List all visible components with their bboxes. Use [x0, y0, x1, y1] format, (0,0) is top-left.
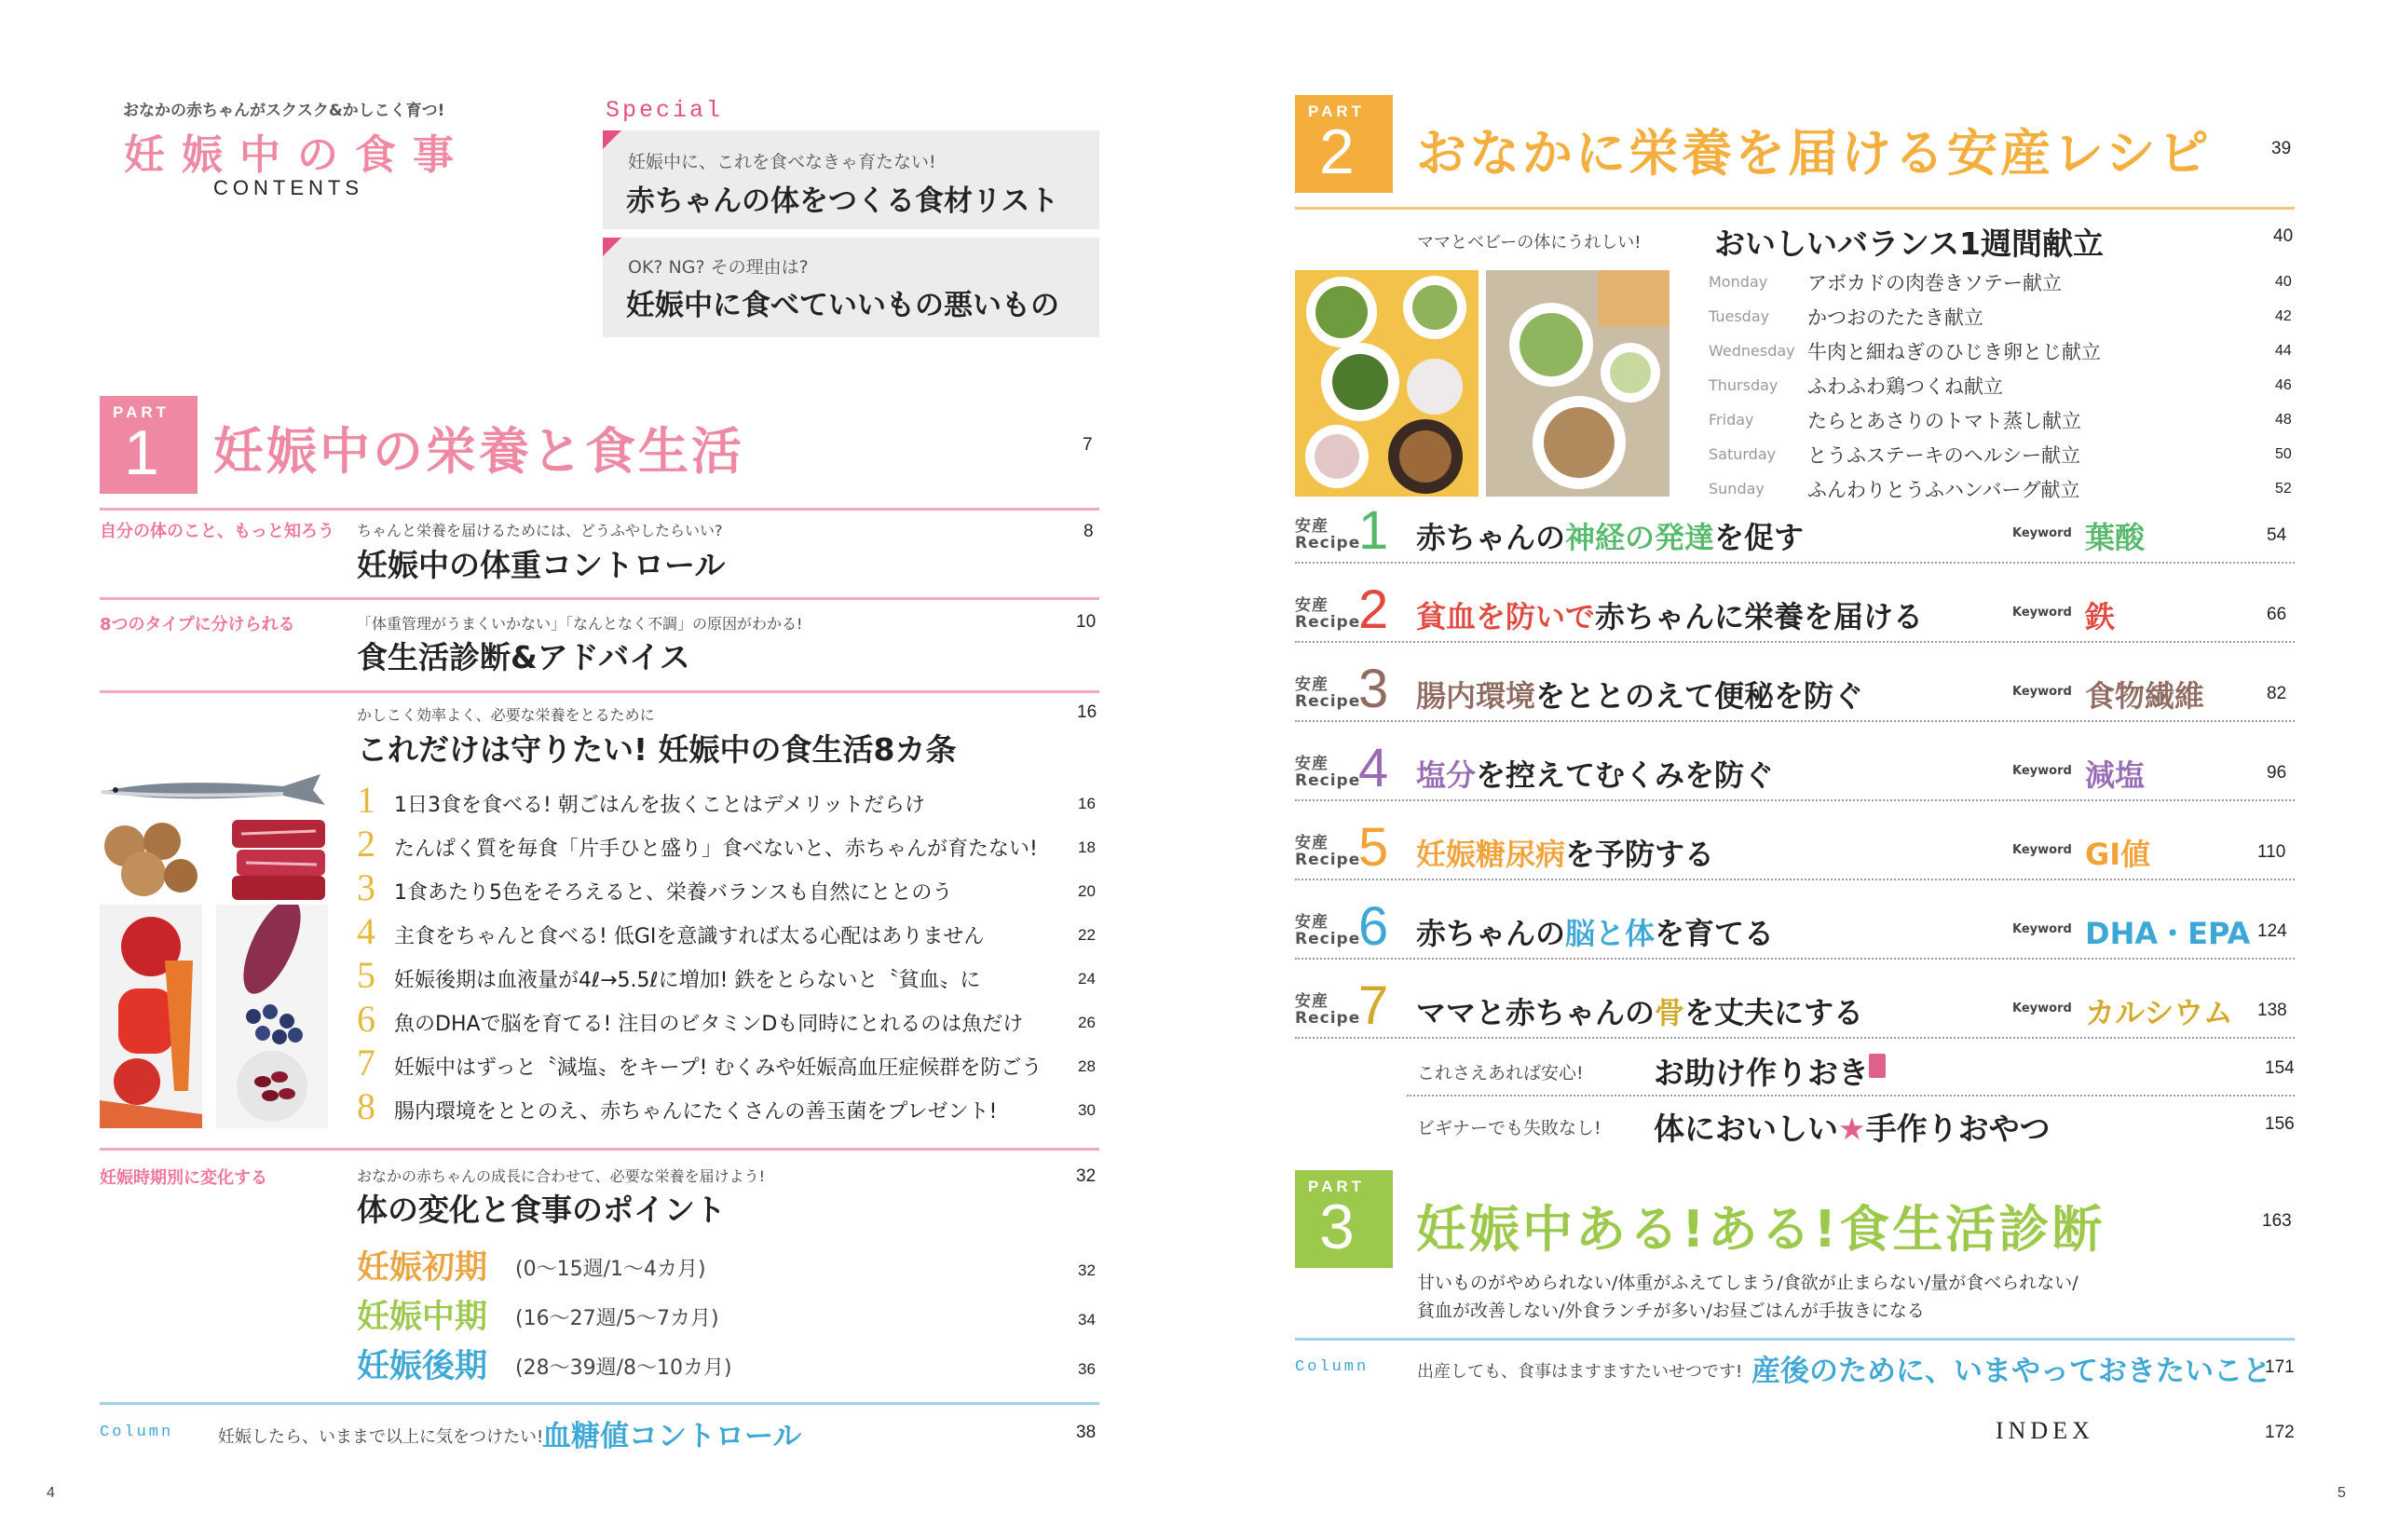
recipe-title: 妊娠糖尿病を予防する [1416, 837, 1715, 872]
period-range: (16〜27週/5〜7カ月) [515, 1307, 719, 1330]
rule-page: 24 [1078, 970, 1096, 988]
rule-s2 [100, 690, 1099, 693]
part2-number: 2 [1319, 116, 1355, 187]
recipe-row-1[interactable] [1295, 500, 2295, 563]
rule-page: 30 [1078, 1101, 1096, 1119]
menu-title: ふんわりとうふハンバーグ献立 [1807, 479, 2080, 501]
menu-row-monday[interactable] [1705, 266, 2295, 296]
menu-photo-1 [1295, 270, 1479, 497]
dotted-divider [1295, 958, 2295, 960]
menu-day: Tuesday [1709, 307, 1770, 325]
recipe-row-5[interactable] [1295, 817, 2295, 879]
recipe-label-bottom: Recipe [1295, 692, 1361, 711]
recipe-page: 96 [2267, 763, 2287, 783]
special1-title: 赤ちゃんの体をつくる食材リスト [626, 184, 1059, 218]
menu-page: 44 [2275, 343, 2292, 359]
menu-title: かつおのたたき献立 [1807, 307, 1983, 329]
rule-text: たんぱく質を毎食「片手ひと盛り」食べないと、赤ちゃんが育たない! [394, 838, 1038, 861]
extra1-title[interactable]: お助け作りおき [1654, 1055, 1869, 1091]
period-name: 妊娠中期 [357, 1299, 488, 1336]
recipe-number: 5 [1358, 817, 1389, 878]
s2-section: 8つのタイプに分けられる [100, 615, 295, 634]
rule-text: 1日3食を食べる! 朝ごはんを抜くことはデメリットだらけ [394, 794, 926, 817]
rule-page: 18 [1078, 838, 1096, 856]
rule-number: 4 [357, 910, 375, 952]
keyword-value: DHA・EPA [2085, 916, 2251, 951]
walnuts-image [97, 818, 199, 900]
period-late[interactable] [357, 1341, 1099, 1385]
rule-page: 26 [1078, 1014, 1096, 1031]
week-page: 40 [2273, 226, 2294, 246]
dotted-divider [1295, 720, 2295, 722]
special1-sub: 妊娠中に、これを食べなきゃ育たない! [628, 152, 936, 172]
recipe-label-top: 安産 [1295, 834, 1329, 852]
dotted-divider [1295, 799, 2295, 801]
part3-page: 163 [2262, 1211, 2292, 1231]
column-page-left: 38 [1076, 1423, 1097, 1442]
menu-page: 42 [2275, 308, 2292, 324]
menu-photo-2 [1486, 270, 1670, 497]
recipe-page: 66 [2267, 605, 2287, 624]
recipe-title: 貧血を防いで赤ちゃんに栄養を届ける [1416, 599, 1924, 634]
s4-title[interactable]: 体の変化と食事のポイント [357, 1192, 726, 1228]
week-sub: ママとベビーの体にうれしい! [1417, 233, 1642, 252]
part2-box [1295, 95, 1393, 193]
extra1-page: 154 [2265, 1058, 2295, 1078]
keyword-value: 葉酸 [2085, 520, 2146, 555]
rule-s4 [100, 1402, 1099, 1405]
keyword-label: Keyword [2012, 606, 2072, 620]
recipe-title: 腸内環境をととのえて便秘を防ぐ [1416, 678, 1864, 714]
rule-item-4[interactable] [357, 910, 1099, 954]
recipe-number: 6 [1358, 896, 1389, 957]
menu-day: Wednesday [1709, 342, 1795, 360]
rule-item-1[interactable] [357, 779, 1099, 823]
rule-item-2[interactable] [357, 823, 1099, 866]
s4-page: 32 [1076, 1166, 1097, 1186]
menu-row-sunday[interactable] [1705, 473, 2295, 503]
rule-s3 [100, 1148, 1099, 1151]
special2-title: 妊娠中に食べていいもの悪いもの [626, 289, 1059, 322]
recipe-label-top: 安産 [1295, 755, 1329, 773]
period-page: 32 [1078, 1261, 1096, 1279]
s3-sub: かしこく効率よく、必要な栄養をとるために [357, 706, 655, 724]
menu-day: Friday [1709, 411, 1754, 429]
recipe-label-top: 安産 [1295, 596, 1329, 615]
menu-day: Sunday [1709, 480, 1765, 497]
keyword-label: Keyword [2012, 922, 2072, 936]
beans-berries-image [216, 905, 328, 1128]
column-sub-right: 出産しても、食事はますますたいせつです! [1417, 1362, 1743, 1382]
index-page: 172 [2265, 1423, 2295, 1442]
period-early[interactable] [357, 1242, 1099, 1287]
container-icon [1869, 1054, 1886, 1078]
rule-number: 3 [357, 866, 375, 908]
recipe-label-top: 安産 [1295, 913, 1329, 932]
rule-number: 1 [357, 779, 375, 821]
rule-text: 腸内環境をととのえ、赤ちゃんにたくさんの善玉菌をプレゼント! [394, 1100, 998, 1124]
s1-page: 8 [1083, 522, 1094, 541]
contents-label: CONTENTS [213, 176, 363, 199]
part3-title[interactable]: 妊娠中ある!ある!食生活診断 [1416, 1200, 2106, 1259]
keyword-label: Keyword [2012, 526, 2072, 540]
period-middle[interactable] [357, 1291, 1099, 1336]
menu-page: 48 [2275, 412, 2292, 428]
extra2-page: 156 [2265, 1114, 2295, 1134]
recipe-row-6[interactable] [1295, 896, 2295, 959]
part3-label: PART [1308, 1178, 1366, 1195]
menu-title: たらとあさりのトマト蒸し献立 [1807, 410, 2081, 432]
rule-text: 妊娠中はずっと〝減塩〟をキープ! むくみや妊娠高血圧症候群を防ごう [394, 1056, 1043, 1080]
recipe-label-top: 安産 [1295, 675, 1329, 694]
s4-sub: おなかの赤ちゃんの成長に合わせて、必要な栄養を届けよう! [357, 1167, 766, 1185]
menu-page: 40 [2275, 274, 2292, 290]
recipe-page: 82 [2267, 684, 2287, 703]
recipe-number: 1 [1358, 500, 1389, 561]
keyword-value: カルシウム [2085, 995, 2233, 1030]
folio-right: 5 [2337, 1485, 2346, 1501]
part1-box [100, 396, 198, 494]
rule-item-8[interactable] [357, 1085, 1099, 1129]
s1-title[interactable]: 妊娠中の体重コントロール [357, 547, 726, 583]
rule-number: 7 [357, 1042, 375, 1083]
s3-page: 16 [1077, 702, 1097, 722]
rule-part2 [1295, 207, 2295, 210]
period-page: 34 [1078, 1311, 1096, 1329]
recipe-row-7[interactable] [1295, 975, 2295, 1038]
keyword-value: 食物繊維 [2085, 678, 2205, 714]
keyword-value: GI値 [2085, 837, 2151, 872]
recipe-page: 110 [2257, 842, 2286, 862]
keyword-value: 減塩 [2085, 757, 2146, 793]
recipe-label-bottom: Recipe [1295, 1009, 1361, 1028]
star-icon: ★ [1838, 1111, 1866, 1147]
beef-image [227, 811, 330, 904]
rule-number: 6 [357, 998, 375, 1040]
part2-page: 39 [2271, 139, 2292, 158]
part1-label: PART [113, 403, 170, 421]
recipe-title: 赤ちゃんの脳と体を育てる [1416, 916, 1775, 951]
part3-number: 3 [1319, 1192, 1355, 1262]
rule-number: 8 [357, 1085, 375, 1127]
menu-title: とうふステーキのヘルシー献立 [1807, 444, 2081, 467]
menu-title: ふわふわ鶏つくね献立 [1807, 375, 2003, 398]
saury-fish-image [97, 770, 334, 811]
s2-page: 10 [1076, 612, 1097, 632]
recipe-title: 赤ちゃんの神経の発達を促す [1416, 520, 1805, 555]
recipe-title: 塩分を控えてむくみを防ぐ [1416, 757, 1775, 793]
rule-page: 20 [1078, 882, 1096, 900]
rule-item-7[interactable] [357, 1042, 1099, 1085]
special2-sub: OK? NG? その理由は? [628, 257, 809, 278]
recipe-page: 138 [2257, 1001, 2287, 1020]
vegetables-image [100, 905, 202, 1128]
s1-section: 自分の体のこと、もっと知ろう [100, 522, 334, 541]
recipe-page: 124 [2257, 921, 2287, 941]
period-name: 妊娠初期 [357, 1249, 488, 1287]
part3-desc-2: 貧血が改善しない/外食ランチが多い/お昼ごはんが手抜きになる [1417, 1301, 1925, 1321]
menu-row-friday[interactable] [1705, 404, 2295, 434]
extra1-sub: これさえあれば安心! [1417, 1063, 1584, 1083]
dotted-divider [1295, 1037, 2295, 1039]
part3-desc-1: 甘いものがやめられない/体重がふえてしまう/食欲が止まらない/量が食べられない/ [1417, 1273, 2078, 1293]
s3-title[interactable]: これだけは守りたい! 妊娠中の食生活8カ条 [357, 731, 957, 768]
rule-number: 5 [357, 954, 375, 996]
column-title-left[interactable]: 血糖値コントロール [542, 1420, 802, 1453]
recipe-label-bottom: Recipe [1295, 930, 1361, 948]
special-corner-1 [603, 130, 621, 149]
book-title: 妊娠中の食事 [124, 131, 470, 179]
recipe-page: 54 [2267, 525, 2287, 545]
part3-box [1295, 1170, 1393, 1268]
recipe-label-bottom: Recipe [1295, 534, 1361, 552]
rule-item-3[interactable] [357, 866, 1099, 910]
menu-row-thursday[interactable] [1705, 370, 2295, 400]
recipe-row-4[interactable] [1295, 738, 2295, 800]
tagline: おなかの赤ちゃんがスクスク&かしこく育つ! [123, 102, 445, 120]
week-title[interactable]: おいしいバランス1週間献立 [1714, 225, 2104, 262]
menu-row-tuesday[interactable] [1705, 301, 2295, 331]
period-range: (0〜15週/1〜4カ月) [515, 1258, 706, 1281]
rule-part1 [100, 508, 1099, 511]
period-range: (28〜39週/8〜10カ月) [515, 1356, 732, 1380]
s2-title[interactable]: 食生活診断&アドバイス [357, 639, 690, 675]
menu-page: 52 [2275, 481, 2292, 497]
menu-page: 50 [2275, 446, 2292, 462]
menu-title: アボカドの肉巻きソテー献立 [1807, 272, 2062, 294]
menu-day: Thursday [1709, 376, 1779, 394]
recipe-number: 7 [1358, 975, 1389, 1036]
menu-row-saturday[interactable] [1705, 439, 2295, 469]
recipe-label-bottom: Recipe [1295, 613, 1361, 632]
rule-text: 魚のDHAで脳を育てる! 注目のビタミンDも同時にとれるのは魚だけ [394, 1013, 1024, 1036]
dotted-divider [1407, 1095, 2295, 1097]
keyword-label: Keyword [2012, 685, 2072, 699]
rule-text: 妊娠後期は血液量が4ℓ→5.5ℓに増加! 鉄をとらないと〝貧血〟に [394, 969, 981, 992]
rule-text: 1食あたり5色をそろえると、栄養バランスも自然にととのう [394, 881, 953, 905]
column-sub-left: 妊娠したら、いままで以上に気をつけたい! [218, 1427, 544, 1447]
menu-day: Monday [1709, 273, 1768, 291]
column-label-left: Column [100, 1424, 174, 1441]
keyword-label: Keyword [2012, 764, 2072, 778]
recipe-title: ママと赤ちゃんの骨を丈夫にする [1416, 995, 1864, 1030]
menu-page: 46 [2275, 377, 2292, 393]
rule-page: 16 [1078, 795, 1096, 812]
rule-s1 [100, 597, 1099, 600]
recipe-number: 3 [1358, 659, 1389, 719]
rule-item-5[interactable] [357, 954, 1099, 998]
rule-item-6[interactable] [357, 998, 1099, 1042]
extra2-sub: ビギナーでも失敗なし! [1417, 1118, 1601, 1138]
column-page-right: 171 [2265, 1357, 2295, 1377]
rule-page: 22 [1078, 926, 1096, 944]
part1-page: 7 [1083, 435, 1093, 455]
column-label-right: Column [1295, 1358, 1370, 1376]
folio-left: 4 [47, 1485, 55, 1501]
s4-section: 妊娠時期別に変化する [100, 1168, 267, 1188]
recipe-number: 2 [1358, 579, 1389, 640]
dotted-divider [1295, 641, 2295, 643]
period-page: 36 [1078, 1360, 1096, 1378]
recipe-label-top: 安産 [1295, 992, 1329, 1011]
recipe-number: 4 [1358, 738, 1389, 798]
rule-text: 主食をちゃんと食べる! 低GIを意識すれば太る心配はありません [394, 925, 985, 948]
period-name: 妊娠後期 [357, 1348, 488, 1385]
keyword-label: Keyword [2012, 1002, 2072, 1015]
recipe-row-3[interactable] [1295, 661, 2295, 721]
index-link[interactable]: INDEX [1996, 1417, 2094, 1444]
special-label: Special [606, 97, 724, 124]
keyword-value: 鉄 [2085, 599, 2116, 634]
rule-number: 2 [357, 823, 375, 865]
dotted-divider [1295, 562, 2295, 564]
menu-row-wednesday[interactable] [1705, 335, 2295, 365]
part1-title[interactable]: 妊娠中の栄養と食生活 [213, 422, 744, 481]
special-corner-2 [603, 238, 621, 256]
s2-sub: 「体重管理がうまくいかない」「なんとなく不調」の原因がわかる! [357, 615, 803, 633]
part2-label: PART [1308, 102, 1366, 120]
column-title-right[interactable]: 産後のために、いまやっておきたいこと [1751, 1355, 2271, 1388]
recipe-label-bottom: Recipe [1295, 771, 1361, 790]
recipe-row-2[interactable] [1295, 579, 2295, 642]
part1-number: 1 [124, 417, 159, 488]
rule-part3 [1295, 1338, 2295, 1341]
dotted-divider [1295, 879, 2295, 880]
extra2-title[interactable]: 体においしい★手作りおやつ [1654, 1111, 2051, 1147]
recipe-label-top: 安産 [1295, 517, 1329, 536]
menu-title: 牛肉と細ねぎのひじき卵とじ献立 [1807, 341, 2101, 363]
s1-sub: ちゃんと栄養を届けるためには、どうふやしたらいい? [357, 522, 723, 539]
keyword-label: Keyword [2012, 843, 2072, 857]
rule-page: 28 [1078, 1057, 1096, 1075]
part2-title[interactable]: おなかに栄養を届ける安産レシピ [1416, 124, 2212, 183]
recipe-label-bottom: Recipe [1295, 851, 1361, 869]
menu-day: Saturday [1709, 445, 1777, 463]
